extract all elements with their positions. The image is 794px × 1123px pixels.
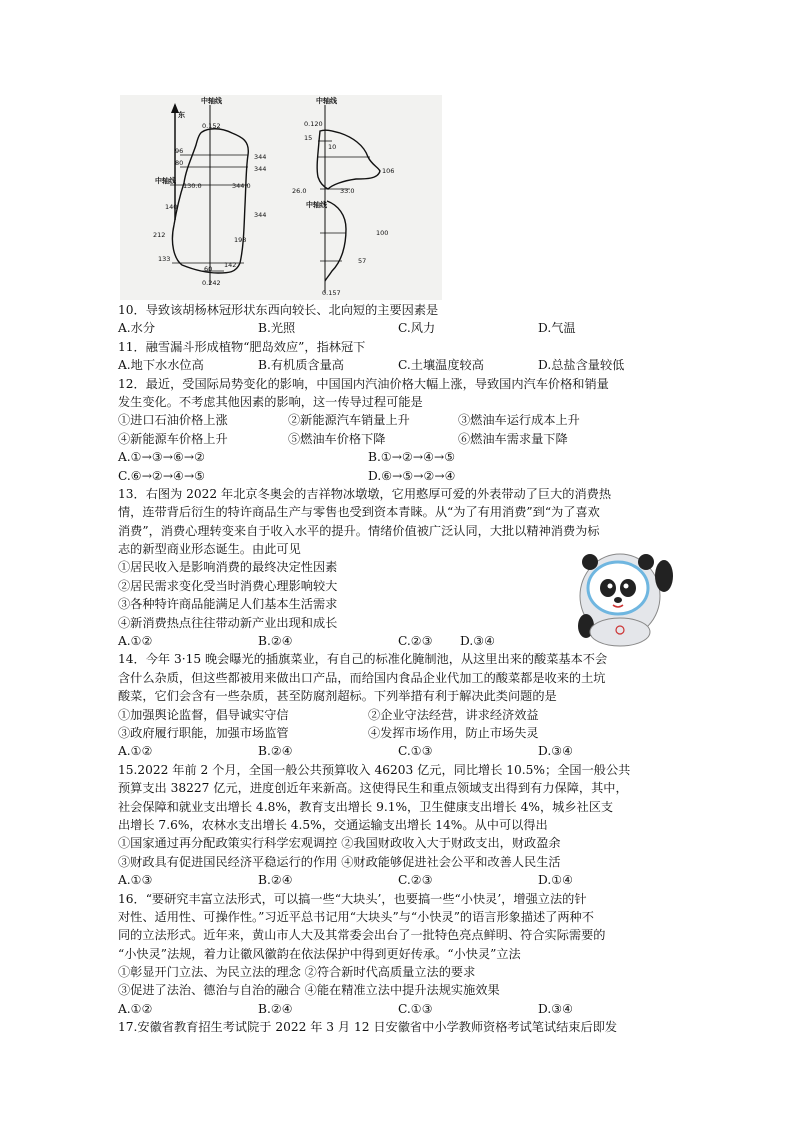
right-value: 33.0	[340, 187, 355, 195]
q12-items	[118, 430, 678, 448]
q13-item: ③各种特许商品能满足人们基本生活需求	[118, 597, 338, 612]
left-value: 344	[254, 165, 267, 173]
right-axis-label: 中轴线	[316, 97, 337, 105]
q14-stem-line: 含什么杂质，但这些都被用来做出口产品，而给国内食品企业代加工的酸菜都是收来的土坑	[118, 670, 606, 685]
q16-stem-line: 对性、适用性、可操作性。”习近平总书记用“大块头”与“小快灵”的语言形象描述了两种不	[118, 909, 594, 924]
q15-options	[118, 871, 678, 889]
q10-stem: 10．导致该胡杨林冠形状东西向较长、北向短的主要因素是	[118, 303, 439, 317]
item: ①加强舆论监督，倡导诚实守信	[118, 707, 289, 722]
right-value: 10	[328, 143, 337, 151]
q12-items	[118, 411, 678, 429]
option-b: B.有机质含量高	[258, 358, 344, 373]
q13-stem-line: 情，连带背后衍生的特许商品生产与零售也受到资本青睐。从“为了有用消费”到“为了喜欢	[118, 505, 600, 520]
q16-options	[118, 1000, 678, 1018]
option-c: C.①③	[398, 1001, 433, 1016]
left-axis-label: 中轴线	[201, 97, 222, 105]
right-value: 57	[358, 257, 367, 265]
q16-stem-line: 16．“要研究丰富立法形式，可以搞一些“大块头’，也要搞一些“小快灵’，增强立法的针	[118, 891, 587, 906]
option-b: B.光照	[258, 321, 296, 336]
item: ①进口石油价格上涨	[118, 413, 228, 428]
option-a: A.地下水水位高	[118, 358, 204, 373]
east-label: 东	[178, 111, 185, 119]
left-value: 130.0	[183, 182, 202, 190]
option-d: D.③④	[460, 634, 496, 649]
option-a: A.①②	[118, 744, 153, 759]
left-value: 344.0	[232, 182, 251, 190]
q15-items: ③财政具有促进国民经济平稳运行的作用 ④财政能够促进社会公平和改善人民生活	[118, 854, 561, 869]
right-value: 15	[304, 134, 313, 142]
q14-items	[118, 724, 678, 742]
option-c: C.⑥→②→④→⑤	[118, 468, 206, 483]
option-d: D.气温	[538, 321, 576, 336]
q16-stem-line: 同的立法形式。近年来，黄山市人大及其常委会出台了一批特色亮点鲜明、符合实际需要的	[118, 928, 606, 943]
crown-diagram-svg	[120, 95, 442, 300]
left-value: 344	[254, 153, 267, 161]
right-value: 0.157	[322, 289, 341, 297]
option-a: A.①③	[118, 873, 153, 888]
option-b: B.②④	[258, 744, 293, 759]
crown-shape-figure	[120, 95, 442, 300]
item: ⑤燃油车价格下降	[288, 431, 386, 446]
q14-items	[118, 706, 678, 724]
q13-stem-line: 13．右图为 2022 年北京冬奥会的吉祥物冰墩墩，它用憨厚可爱的外表带动了巨大的消费热	[118, 486, 612, 501]
right-upper-crown	[317, 130, 380, 189]
q13-item: ①居民收入是影响消费的最终决定性因素	[118, 560, 338, 575]
item: ④发挥市场作用，防止市场失灵	[368, 725, 539, 740]
option-c: C.风力	[398, 321, 436, 336]
right-value: 100	[376, 229, 389, 237]
q14-options	[118, 742, 678, 760]
left-center-label: 中轴线	[155, 177, 176, 185]
option-d: D.③④	[538, 744, 574, 759]
q14-stem-line: 14．今年 3·15 晚会曝光的插旗菜业，有自己的标准化腌制池，从这里出来的酸菜基本不会	[118, 652, 608, 667]
q14-stem-line: 酸菜，它们会含有一些杂质，甚至防腐剂超标。下列举措有利于解决此类问题的是	[118, 689, 557, 704]
right-center-label: 中轴线	[306, 201, 327, 209]
option-a: A.①②	[118, 1001, 153, 1016]
left-value: 0.152	[202, 122, 221, 130]
q13-stem-line: 消费”，消费心理转变来自于收入水平的提升。情绪价值被广泛认同，大批以精神消费为标	[118, 523, 600, 538]
left-value: 344	[254, 211, 267, 219]
option-a: A.①→③→⑥→②	[118, 450, 206, 465]
item: ②企业守法经营，讲求经济效益	[368, 707, 539, 722]
option-c: C.②③	[398, 873, 433, 888]
q12-stem-line: 12．最近，受国际局势变化的影响，中国国内汽油价格大幅上涨，导致国内汽车价格和销量	[118, 376, 609, 391]
option-c: C.土壤温度较高	[398, 358, 484, 373]
option-c: C.①③	[398, 744, 433, 759]
left-value: 96	[175, 147, 184, 155]
item: ③政府履行职能，加强市场监管	[118, 725, 289, 740]
q11-options	[118, 356, 678, 374]
q13-item: ②居民需求变化受当时消费心理影响较大	[118, 578, 338, 593]
right-value: 106	[382, 167, 395, 175]
q15-stem-line: 出增长 7.6%，农林水支出增长 4.5%，交通运输支出增长 14%。从中可以得出	[118, 817, 548, 832]
right-value: 26.0	[292, 187, 307, 195]
left-value: 198	[234, 236, 247, 244]
item: ④新能源车价格上升	[118, 431, 228, 446]
left-value: 133	[158, 255, 171, 263]
q13-stem-line: 志的新型商业形态诞生。由此可见	[118, 542, 301, 557]
left-value: 80	[175, 159, 184, 167]
left-value: 142	[224, 261, 237, 269]
right-value: 0.120	[304, 120, 323, 128]
item: ⑥燃油车需求量下降	[458, 431, 568, 446]
q12-stem-line: 发生变化。不考虑其他因素的影响，这一传导过程可能是	[118, 394, 423, 409]
option-c: C.②③	[398, 634, 433, 649]
option-d: D.③④	[538, 1001, 574, 1016]
item: ②新能源汽车销量上升	[288, 413, 410, 428]
option-b: B.①→②→④→⑤	[368, 450, 456, 465]
q12-options	[118, 467, 678, 485]
q15-stem-line: 15.2022 年前 2 个月，全国一般公共预算收入 46203 亿元，同比增长 10.5%；全国一般公共	[118, 762, 631, 777]
left-value: 60	[204, 265, 213, 273]
option-d: D.⑥→⑤→②→④	[368, 468, 456, 483]
left-value: 212	[153, 231, 166, 239]
q11-stem: 11．融雪漏斗形成植物“肥岛效应”，指林冠下	[118, 339, 366, 354]
left-value: 140	[165, 203, 178, 211]
left-value: 0.242	[202, 279, 221, 287]
q16-items: ①彰显开门立法、为民立法的理念 ②符合新时代高质量立法的要求	[118, 965, 476, 980]
q13-options	[118, 632, 678, 650]
item: ③燃油车运行成本上升	[458, 413, 580, 428]
option-a: A.①②	[118, 634, 153, 649]
q15-stem-line: 预算支出 38227 亿元，进度创近年来新高。这使得民生和重点领域支出得到有力保障，其中，	[118, 781, 628, 796]
option-b: B.②④	[258, 873, 293, 888]
option-b: B.②④	[258, 1001, 293, 1016]
q16-stem-line: “小快灵”法规，着力让徽风徽韵在依法保护中得到更好传承。“小快灵”立法	[118, 946, 521, 961]
q10-options	[118, 319, 678, 337]
q16-items: ③促进了法治、德治与自治的融合 ④能在精准立法中提升法规实施效果	[118, 983, 500, 998]
q15-stem-line: 社会保障和就业支出增长 4.8%，教育支出增长 9.1%，卫生健康支出增长 4%，城乡社区支	[118, 799, 614, 814]
option-a: A.水分	[118, 321, 156, 336]
q15-items: ①国家通过再分配政策实行科学宏观调控 ②我国财政收入大于财政支出，财政盈余	[118, 836, 561, 851]
q17-stem-line: 17.安徽省教育招生考试院于 2022 年 3 月 12 日安徽省中小学教师资格考试笔试结束后即发	[118, 1020, 618, 1035]
right-lower-crown	[325, 201, 346, 281]
q12-options	[118, 448, 678, 466]
option-d: D.①④	[538, 873, 574, 888]
option-b: B.②④	[258, 634, 293, 649]
option-d: D.总盐含量较低	[538, 358, 625, 373]
q13-item: ④新消费热点往往带动新产业出现和成长	[118, 615, 338, 630]
question-list	[118, 301, 678, 1037]
